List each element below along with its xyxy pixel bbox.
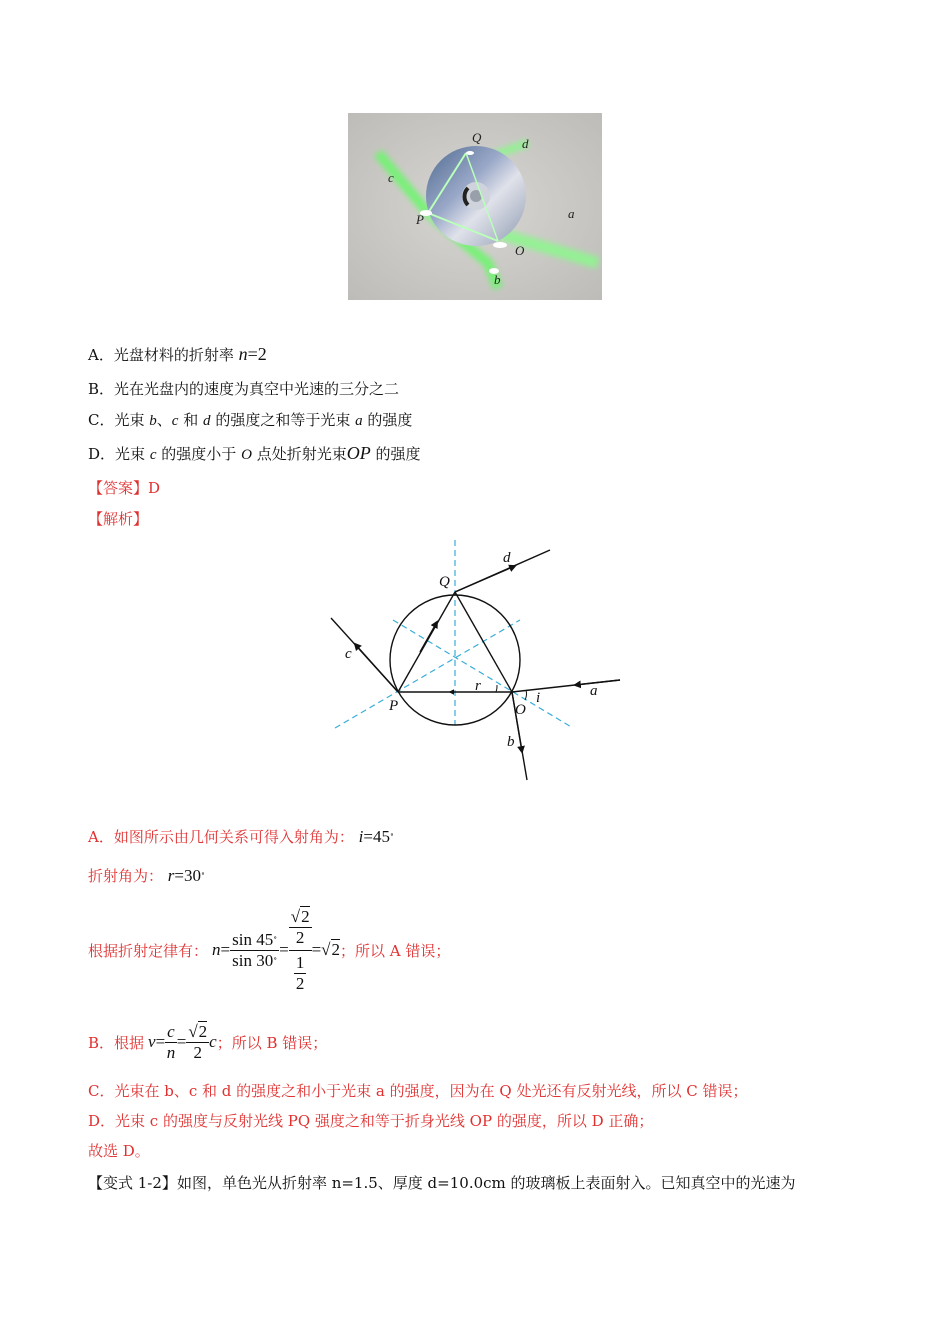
diagram-label-o: O bbox=[515, 702, 526, 718]
cd-photo bbox=[348, 113, 602, 300]
option-a: A．光盘材料的折射率 n=2 bbox=[88, 344, 267, 364]
diagram-label-r: r bbox=[475, 678, 481, 694]
sin-fraction: $\frac{\sin 45^\circ}{\sin 30^\circ}$ bbox=[232, 929, 278, 970]
photo-label-d: d bbox=[522, 136, 529, 151]
photo-label-a: a bbox=[568, 206, 575, 221]
diagram-label-c: c bbox=[345, 646, 352, 662]
solution-r: 折射角为： r=30∘ bbox=[88, 866, 205, 885]
value-fraction: $\frac{\frac{√2}{2}}{\frac{1}{2}}$ bbox=[290, 906, 310, 993]
solution-a: A．如图所示由几何关系可得入射角为： i=45∘ bbox=[88, 827, 394, 846]
answer-line: 【答案】D bbox=[88, 479, 161, 497]
diagram-label-i: i bbox=[536, 690, 541, 706]
diagram-label-p: P bbox=[389, 698, 399, 714]
option-d: D．光束 c 的强度小于 O 点处折射光束OP 的强度 bbox=[88, 443, 421, 463]
option-c: C．光束 b、c 和 d 的强度之和等于光束 a 的强度 bbox=[88, 411, 413, 429]
diagram-label-q: Q bbox=[439, 574, 450, 590]
photo-label-p: P bbox=[416, 212, 424, 227]
cd-photo-drawing bbox=[348, 113, 602, 300]
analysis-title: 【解析】 bbox=[88, 510, 149, 528]
variant-question: 【变式 1-2】如图，单色光从折射率 n=1.5、厚度 d=10.0cm 的玻璃板上表面射入。已知真空中的光速为 bbox=[88, 1174, 796, 1192]
diagram-label-a: a bbox=[590, 683, 598, 699]
option-b: B．光在光盘内的速度为真空中光速的三分之二 bbox=[88, 380, 400, 398]
solution-d: D．光束 c 的强度与反射光线 PQ 强度之和等于折身光线 OP 的强度，所以 D 正确； bbox=[88, 1112, 654, 1130]
solution-c: C．光束在 b、c 和 d 的强度之和小于光束 a 的强度，因为在 Q 处光还有反射光线，所以 C 错误； bbox=[88, 1082, 748, 1100]
diagram-label-b: b bbox=[507, 734, 515, 750]
solution-law: 根据折射定律有： n = $\frac{\sin 45^\circ}{\sin 30^\circ}$ = $\frac{\frac{√2}{2}}{\frac{1}{2}}$ = √2 ；所以 A 错误； bbox=[88, 906, 451, 993]
photo-label-b: b bbox=[494, 272, 501, 287]
photo-label-q: Q bbox=[472, 130, 482, 145]
solution-conclusion: 故选 D。 bbox=[88, 1142, 150, 1160]
diagram-label-d: d bbox=[503, 550, 511, 566]
refraction-diagram bbox=[325, 540, 625, 785]
solution-b: B．根据 v = $\frac{c}{n}$ = $\frac{√2}{2}$ c ；所以 B 错误； bbox=[88, 1021, 328, 1062]
photo-label-c: c bbox=[388, 170, 394, 185]
photo-label-o: O bbox=[515, 243, 525, 258]
